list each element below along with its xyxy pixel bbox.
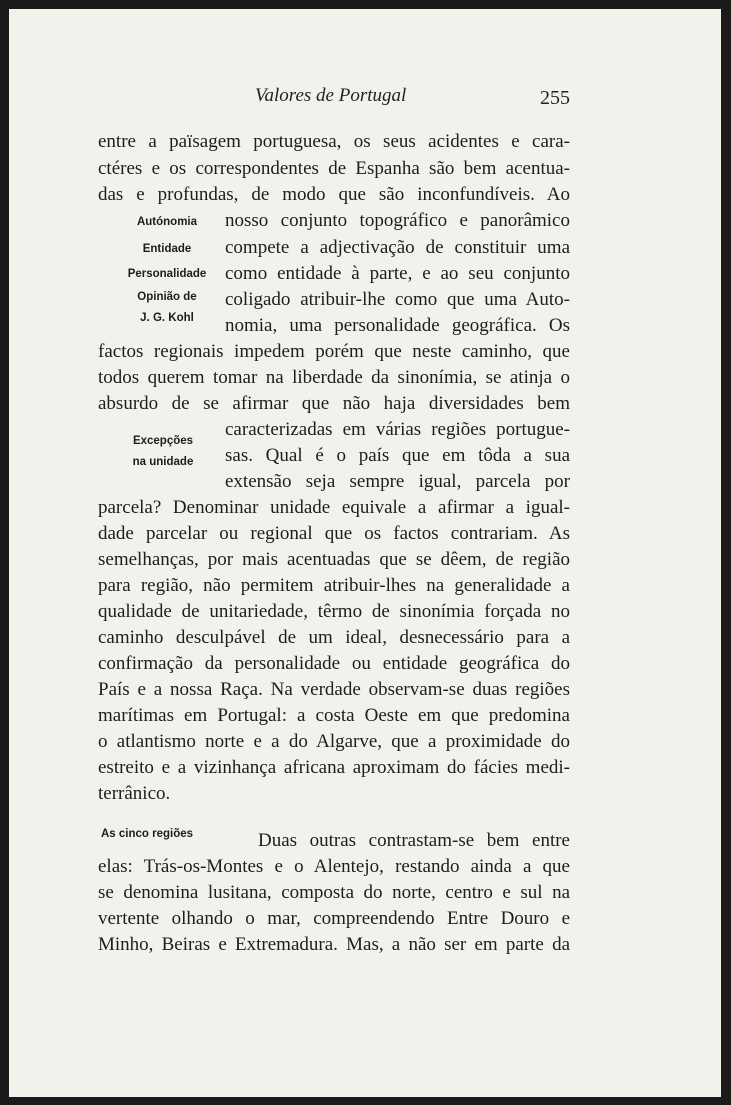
text-line: vertente olhando o mar, compreendendo Entre Douro e: [98, 908, 570, 929]
text-line: entre a païsagem portuguesa, os seus acidentes e cara-: [98, 131, 570, 152]
text-line: caminho desculpável de um ideal, desnecessário para a: [98, 627, 570, 648]
text-line: coligado atribuir-lhe como que uma Auto-: [225, 289, 570, 310]
margin-note-excepcoes: Excepções: [132, 435, 194, 447]
text-line: nomia, uma personalidade geográfica. Os: [225, 315, 570, 336]
margin-note-cinco-regioes: As cinco regiões: [101, 828, 194, 840]
margin-note-autonomia: Autónomia: [136, 216, 198, 228]
margin-note-kohl: J. G. Kohl: [140, 312, 194, 324]
text-line: todos querem tomar na liberdade da sinonímia, se atinja o: [98, 367, 570, 388]
text-line: Minho, Beiras e Extremadura. Mas, a não ser em parte da: [98, 934, 570, 955]
text-line: das e profundas, de modo que são inconfundíveis. Ao: [98, 184, 570, 205]
text-line: se denomina lusitana, composta do norte, centro e sul na: [98, 882, 570, 903]
page-number: 255: [540, 87, 570, 109]
text-line: factos regionais impedem porém que neste caminho, que: [98, 341, 570, 362]
margin-note-personalidade: Personalidade: [127, 268, 207, 280]
text-line: estreito e a vizinhança africana aproximam do fácies medi-: [98, 757, 570, 778]
text-line: extensão seja sempre igual, parcela por: [225, 471, 570, 492]
text-line: sas. Qual é o país que em tôda a sua: [225, 445, 570, 466]
text-line: parcela? Denominar unidade equivale a afirmar a igual-: [98, 497, 570, 518]
text-line: como entidade à parte, e ao seu conjunto: [225, 263, 570, 284]
text-line: o atlantismo norte e a do Algarve, que a proximidade do: [98, 731, 570, 752]
text-line: para região, não permitem atribuir-lhes na generalidade a: [98, 575, 570, 596]
text-line: confirmação da personalidade ou entidade geográfica do: [98, 653, 570, 674]
text-line: caracterizadas em várias regiões portugue-: [225, 419, 570, 440]
text-line: semelhanças, por mais acentuadas que se dêem, de região: [98, 549, 570, 570]
text-line: nosso conjunto topográfico e panorâmico: [225, 210, 570, 231]
text-line: compete a adjectivação de constituir uma: [225, 237, 570, 258]
text-line: ctéres e os correspondentes de Espanha são bem acentua-: [98, 158, 570, 179]
text-line: Duas outras contrastam-se bem entre: [258, 830, 570, 851]
text-line: qualidade de unitariedade, têrmo de sinonímia forçada no: [98, 601, 570, 622]
text-line: absurdo de se afirmar que não haja diversidades bem: [98, 393, 570, 414]
text-line: elas: Trás-os-Montes e o Alentejo, restando ainda a que: [98, 856, 570, 877]
text-line: marítimas em Portugal: a costa Oeste em que predomina: [98, 705, 570, 726]
running-title: Valores de Portugal: [255, 85, 407, 106]
margin-note-entidade: Entidade: [142, 243, 192, 255]
text-line: terrânico.: [98, 783, 171, 804]
page-header: [9, 85, 721, 115]
margin-note-opiniao: Opinião de: [137, 291, 197, 303]
book-page: [9, 9, 721, 1097]
text-line: dade parcelar ou regional que os factos contrariam. As: [98, 523, 570, 544]
margin-note-na-unidade: na unidade: [132, 456, 194, 468]
text-line: País e a nossa Raça. Na verdade observam-se duas regiões: [98, 679, 570, 700]
